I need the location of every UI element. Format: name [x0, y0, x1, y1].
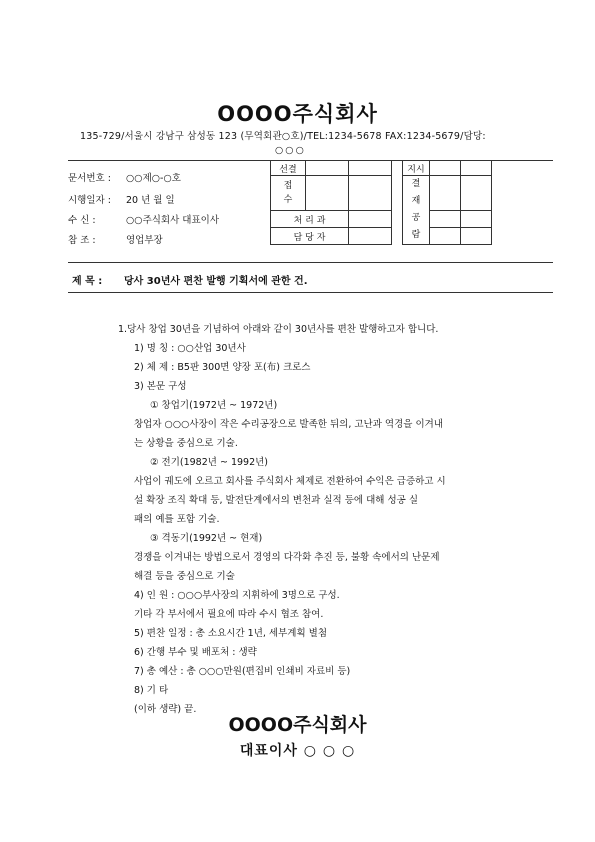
reference-value: 영업부장 — [126, 235, 163, 246]
body-line: 는 상황을 중심으로 기술. — [134, 438, 238, 449]
reference-row — [68, 232, 163, 246]
approval-cell — [461, 228, 492, 245]
subject-top-divider — [68, 262, 553, 263]
reference-label: 참 조 : — [68, 235, 96, 246]
approval-gap — [392, 161, 403, 176]
document-body — [118, 320, 518, 719]
approval-cell — [306, 176, 349, 211]
body-line: 경쟁을 이겨내는 방법으로서 경영의 다각화 추진 등, 불황 속에서의 난문제 — [134, 552, 440, 563]
approval-cell — [430, 228, 461, 245]
approval-cell — [430, 161, 461, 176]
subject-row — [72, 272, 308, 287]
body-line: 4) 인 원 : ○○○부사장의 지휘하에 3명으로 구성. — [134, 590, 340, 601]
approval-cell — [461, 161, 492, 176]
approval-cell: 선결 — [271, 161, 306, 176]
subject-bottom-divider — [68, 292, 553, 293]
approval-cell — [430, 176, 461, 211]
approval-cell: 지시 — [403, 161, 430, 176]
body-line: 5) 편찬 일정 : 총 소요시간 1년, 세부계획 별첨 — [134, 628, 328, 639]
date-row — [68, 192, 175, 206]
body-line: 패의 예를 포함 기술. — [134, 514, 220, 525]
review-char-2: 재 — [411, 196, 421, 206]
doc-number-row — [68, 170, 181, 184]
approval-cell — [306, 161, 349, 176]
body-line: 6) 간행 부수 및 배포처 : 생략 — [134, 647, 257, 658]
company-address: 135-729/서울시 강남구 삼성동 123 (무역회관○호)/TEL:1234-5678 FAX:1234-5679/담당: — [80, 131, 486, 142]
body-line: 창업자 ○○○사장이 작은 수리공장으로 발족한 뒤의, 고난과 역경을 이겨내 — [134, 419, 444, 430]
approval-cell — [461, 176, 492, 211]
date-label: 시행일자 : — [68, 195, 111, 206]
approval-gap — [392, 211, 403, 228]
approval-cell — [349, 176, 392, 211]
reception-cell — [271, 176, 306, 211]
footer-company-name: OOOO주식회사 — [228, 714, 367, 736]
reception-label-1: 접 — [283, 181, 293, 192]
doc-number-label: 문서번호 : — [68, 173, 111, 184]
body-line: 사업이 궤도에 오르고 회사를 주식회사 체제로 전환하여 수익은 급증하고 시 — [134, 476, 446, 487]
body-line: 설 확장 조직 확대 등, 발전단계에서의 변천과 실적 등에 대해 성공 실 — [134, 495, 419, 506]
review-char-1: 결 — [411, 179, 421, 189]
body-line: 7) 총 예산 : 총 ○○○만원(편집비 인쇄비 자료비 등) — [134, 666, 351, 677]
reception-label-2: 수 — [283, 195, 293, 206]
body-line: 2) 체 제 : B5판 300면 양장 포(布) 크로스 — [134, 362, 311, 373]
subject-text: 당사 30년사 편찬 발행 기획서에 관한 건. — [124, 276, 308, 287]
recipient-value: ○○주식회사 대표이사 — [126, 215, 220, 226]
document-title: OOOO주식회사 — [217, 102, 378, 126]
body-line: ② 전기(1982년 ~ 1992년) — [150, 457, 269, 468]
date-value: 20 년 월 일 — [126, 195, 175, 206]
body-line: 3) 본문 구성 — [134, 381, 187, 392]
recipient-label: 수 신 : — [68, 215, 96, 226]
body-line: 1.당사 창업 30년을 기념하여 아래와 같이 30년사를 편찬 발행하고자 합니다. — [118, 324, 439, 335]
body-line: 8) 기 타 — [134, 685, 169, 696]
review-char-3: 공 — [411, 213, 421, 223]
person-in-charge-label: 담 당 자 — [271, 228, 349, 245]
review-char-4: 람 — [411, 230, 421, 240]
footer-ceo-signature: 대표이사 ○ ○ ○ — [239, 743, 356, 759]
approval-cell — [349, 228, 392, 245]
recipient-row — [68, 212, 219, 226]
contact-person: ○○○ — [275, 145, 306, 156]
approval-cell — [349, 161, 392, 176]
processing-dept-label: 처 리 과 — [271, 211, 349, 228]
approval-cell — [349, 211, 392, 228]
review-cell — [403, 176, 430, 245]
subject-label: 제 목 : — [72, 276, 103, 287]
body-line: 1) 명 칭 : ○○산업 30년사 — [134, 343, 246, 354]
body-line: 해결 등을 중심으로 기술 — [134, 571, 235, 582]
body-line: 기타 각 부서에서 필요에 따라 수시 협조 참여. — [134, 609, 324, 620]
body-line: ① 창업기(1972년 ~ 1972년) — [150, 400, 278, 411]
approval-table — [270, 160, 492, 245]
approval-cell — [461, 211, 492, 228]
body-line: ③ 격동기(1992년 ~ 현재) — [150, 533, 263, 544]
approval-gap — [392, 176, 403, 211]
approval-cell — [430, 211, 461, 228]
approval-gap — [392, 228, 403, 245]
body-line: (이하 생략) 끝. — [134, 704, 197, 715]
doc-number-value: ○○제○-○호 — [126, 173, 181, 184]
